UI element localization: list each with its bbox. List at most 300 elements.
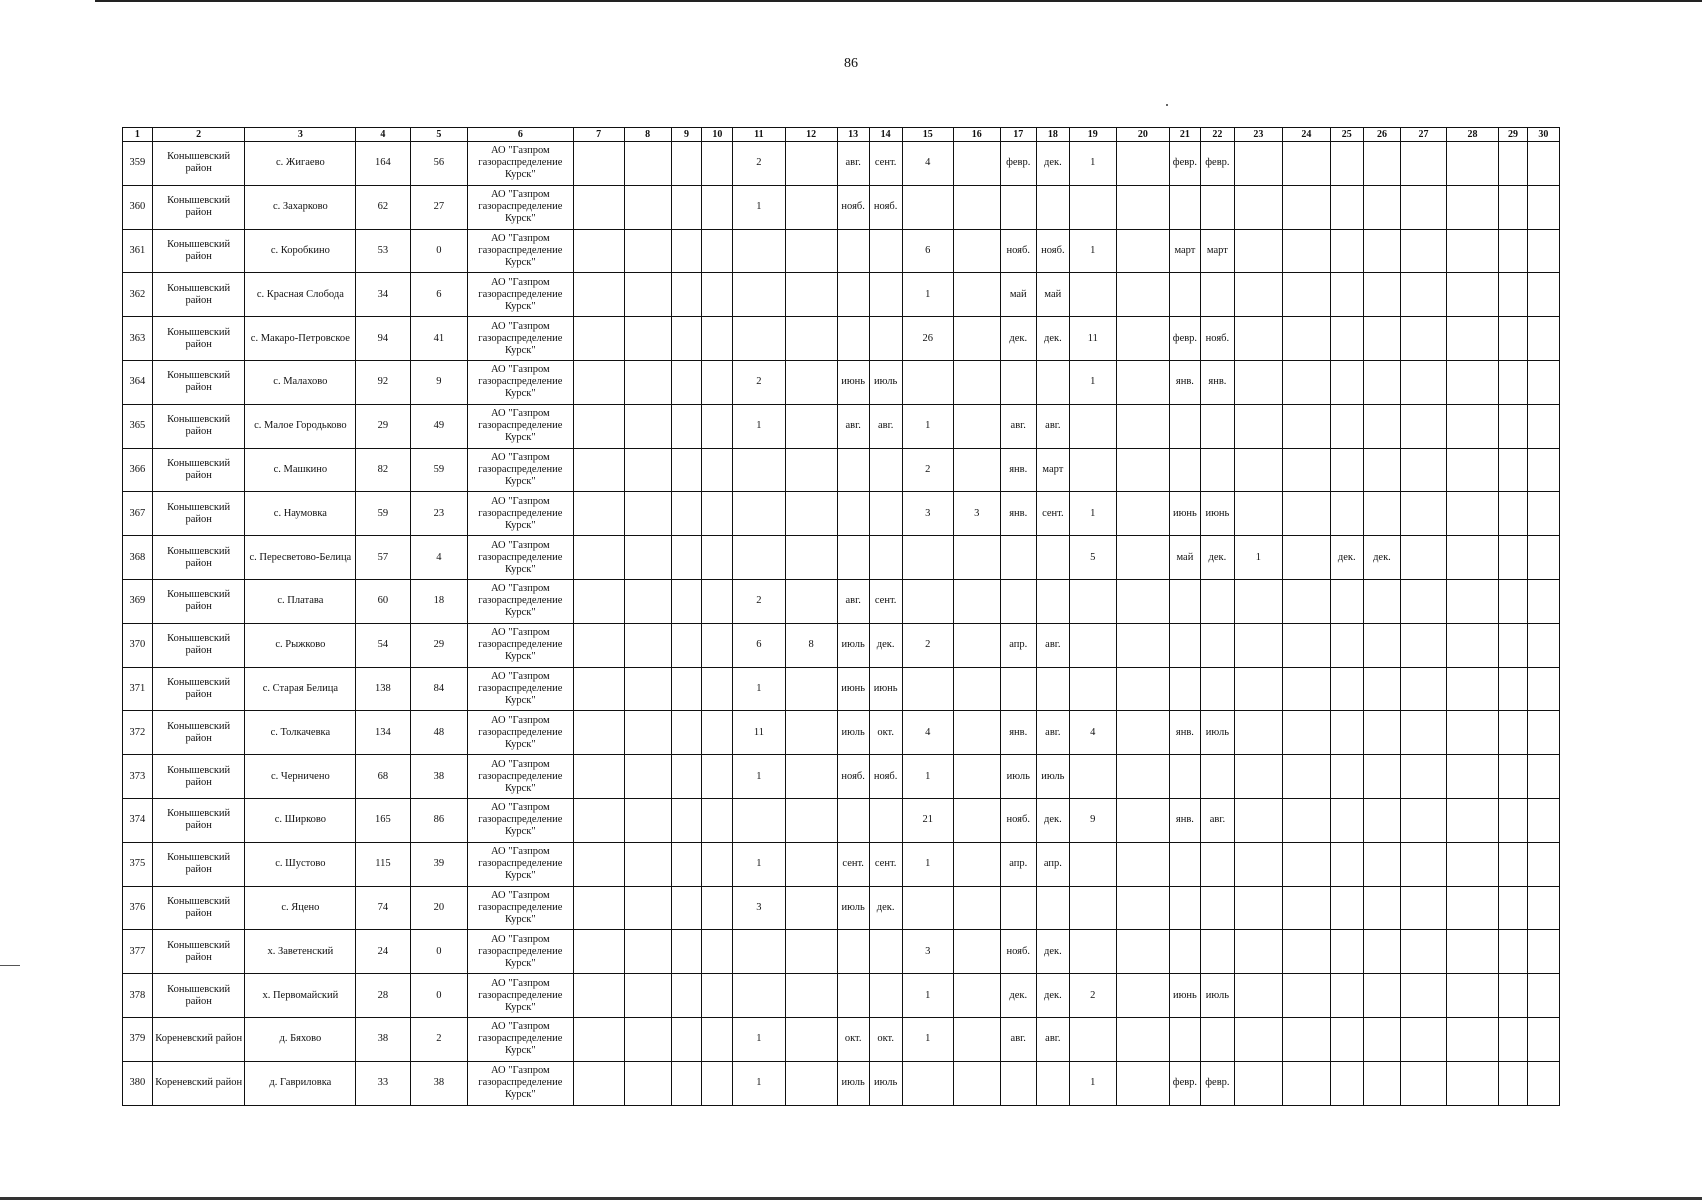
- cell-col-21: [1169, 842, 1200, 886]
- cell-col-9: [671, 930, 702, 974]
- cell-col-16: [953, 755, 1000, 799]
- cell-col-7: [573, 842, 624, 886]
- cell-col-11: 1: [733, 1017, 785, 1061]
- cell-col-13: июль: [837, 711, 869, 755]
- table-row: [123, 536, 1560, 580]
- cell-col-22: [1200, 930, 1234, 974]
- cell-col-13: июль: [837, 886, 869, 930]
- cell-col-23: [1234, 142, 1282, 186]
- cell-col-9: [671, 755, 702, 799]
- cell-col-21: [1169, 886, 1200, 930]
- cell-col-5: 0: [410, 229, 468, 273]
- cell-col-7: [573, 667, 624, 711]
- cell-col-7: [573, 185, 624, 229]
- cell-col-13: [837, 273, 869, 317]
- cell-col-7: [573, 1017, 624, 1061]
- cell-col-17: авг.: [1000, 404, 1036, 448]
- cell-col-24: [1282, 842, 1330, 886]
- cell-col-2: Конышевский район: [152, 448, 245, 492]
- cell-col-2: Конышевский район: [152, 142, 245, 186]
- cell-col-2: Конышевский район: [152, 536, 245, 580]
- cell-col-14: сент.: [869, 142, 902, 186]
- column-header-16: 16: [953, 128, 1000, 142]
- cell-col-6: АО "Газпром газораспределение Курск": [468, 404, 573, 448]
- table-row: [123, 492, 1560, 536]
- cell-col-27: [1401, 536, 1447, 580]
- cell-col-15: [902, 360, 953, 404]
- cell-col-23: [1234, 360, 1282, 404]
- cell-col-13: авг.: [837, 579, 869, 623]
- cell-col-29: [1499, 185, 1528, 229]
- cell-col-22: июль: [1200, 974, 1234, 1018]
- cell-col-30: [1527, 1061, 1559, 1105]
- cell-col-29: [1499, 974, 1528, 1018]
- cell-col-23: [1234, 1061, 1282, 1105]
- cell-col-15: 4: [902, 711, 953, 755]
- cell-col-6: АО "Газпром газораспределение Курск": [468, 317, 573, 361]
- cell-col-12: [785, 798, 837, 842]
- cell-col-26: [1363, 360, 1400, 404]
- cell-col-20: [1116, 1061, 1169, 1105]
- cell-col-1: 377: [123, 930, 153, 974]
- cell-col-22: февр.: [1200, 1061, 1234, 1105]
- cell-col-28: [1446, 623, 1498, 667]
- cell-col-29: [1499, 404, 1528, 448]
- cell-col-3: с. Рыжково: [245, 623, 356, 667]
- cell-col-8: [624, 667, 671, 711]
- cell-col-15: 2: [902, 623, 953, 667]
- cell-col-7: [573, 623, 624, 667]
- cell-col-9: [671, 536, 702, 580]
- cell-col-4: 53: [356, 229, 410, 273]
- cell-col-28: [1446, 448, 1498, 492]
- cell-col-7: [573, 273, 624, 317]
- cell-col-28: [1446, 536, 1498, 580]
- cell-col-11: 1: [733, 404, 785, 448]
- cell-col-23: [1234, 667, 1282, 711]
- cell-col-17: [1000, 1061, 1036, 1105]
- cell-col-21: февр.: [1169, 317, 1200, 361]
- cell-col-14: [869, 448, 902, 492]
- cell-col-20: [1116, 273, 1169, 317]
- cell-col-16: [953, 185, 1000, 229]
- cell-col-15: [902, 1061, 953, 1105]
- cell-col-18: дек.: [1036, 142, 1069, 186]
- cell-col-22: [1200, 579, 1234, 623]
- cell-col-18: дек.: [1036, 974, 1069, 1018]
- cell-col-4: 33: [356, 1061, 410, 1105]
- cell-col-1: 370: [123, 623, 153, 667]
- cell-col-1: 368: [123, 536, 153, 580]
- cell-col-16: [953, 1017, 1000, 1061]
- cell-col-8: [624, 579, 671, 623]
- cell-col-26: [1363, 886, 1400, 930]
- cell-col-20: [1116, 360, 1169, 404]
- cell-col-17: [1000, 536, 1036, 580]
- cell-col-11: 6: [733, 623, 785, 667]
- cell-col-5: 49: [410, 404, 468, 448]
- cell-col-3: с. Ширково: [245, 798, 356, 842]
- column-header-18: 18: [1036, 128, 1069, 142]
- cell-col-27: [1401, 798, 1447, 842]
- column-header-4: 4: [356, 128, 410, 142]
- cell-col-27: [1401, 1061, 1447, 1105]
- cell-col-16: 3: [953, 492, 1000, 536]
- cell-col-16: [953, 448, 1000, 492]
- cell-col-20: [1116, 711, 1169, 755]
- cell-col-22: июнь: [1200, 492, 1234, 536]
- cell-col-7: [573, 579, 624, 623]
- cell-col-18: [1036, 667, 1069, 711]
- header-row: [123, 128, 1560, 142]
- cell-col-20: [1116, 798, 1169, 842]
- cell-col-4: 24: [356, 930, 410, 974]
- cell-col-13: сент.: [837, 842, 869, 886]
- cell-col-28: [1446, 273, 1498, 317]
- cell-col-25: [1330, 142, 1363, 186]
- cell-col-19: 1: [1069, 142, 1116, 186]
- column-header-15: 15: [902, 128, 953, 142]
- cell-col-24: [1282, 930, 1330, 974]
- cell-col-30: [1527, 492, 1559, 536]
- cell-col-18: сент.: [1036, 492, 1069, 536]
- cell-col-28: [1446, 579, 1498, 623]
- cell-col-26: [1363, 930, 1400, 974]
- cell-col-24: [1282, 185, 1330, 229]
- cell-col-20: [1116, 1017, 1169, 1061]
- table-body: [123, 142, 1560, 1106]
- cell-col-29: [1499, 492, 1528, 536]
- cell-col-18: март: [1036, 448, 1069, 492]
- cell-col-7: [573, 229, 624, 273]
- cell-col-27: [1401, 974, 1447, 1018]
- table-row: [123, 360, 1560, 404]
- cell-col-11: 2: [733, 360, 785, 404]
- cell-col-8: [624, 711, 671, 755]
- cell-col-26: [1363, 798, 1400, 842]
- cell-col-21: февр.: [1169, 142, 1200, 186]
- cell-col-28: [1446, 229, 1498, 273]
- column-header-7: 7: [573, 128, 624, 142]
- cell-col-23: [1234, 404, 1282, 448]
- cell-col-2: Конышевский район: [152, 273, 245, 317]
- cell-col-12: [785, 579, 837, 623]
- cell-col-27: [1401, 842, 1447, 886]
- cell-col-29: [1499, 142, 1528, 186]
- cell-col-25: [1330, 317, 1363, 361]
- cell-col-25: [1330, 185, 1363, 229]
- cell-col-3: д. Бяхово: [245, 1017, 356, 1061]
- cell-col-5: 0: [410, 974, 468, 1018]
- cell-col-27: [1401, 492, 1447, 536]
- cell-col-22: [1200, 448, 1234, 492]
- cell-col-15: 1: [902, 974, 953, 1018]
- cell-col-5: 29: [410, 623, 468, 667]
- cell-col-19: [1069, 755, 1116, 799]
- cell-col-19: 1: [1069, 360, 1116, 404]
- column-header-14: 14: [869, 128, 902, 142]
- cell-col-14: июнь: [869, 667, 902, 711]
- cell-col-1: 366: [123, 448, 153, 492]
- cell-col-28: [1446, 404, 1498, 448]
- cell-col-30: [1527, 185, 1559, 229]
- cell-col-8: [624, 492, 671, 536]
- cell-col-25: дек.: [1330, 536, 1363, 580]
- cell-col-29: [1499, 623, 1528, 667]
- cell-col-16: [953, 886, 1000, 930]
- cell-col-29: [1499, 360, 1528, 404]
- cell-col-2: Кореневский район: [152, 1061, 245, 1105]
- cell-col-22: [1200, 667, 1234, 711]
- cell-col-5: 27: [410, 185, 468, 229]
- column-header-9: 9: [671, 128, 702, 142]
- cell-col-15: [902, 579, 953, 623]
- cell-col-25: [1330, 886, 1363, 930]
- cell-col-6: АО "Газпром газораспределение Курск": [468, 667, 573, 711]
- cell-col-10: [702, 623, 733, 667]
- cell-col-10: [702, 711, 733, 755]
- cell-col-4: 60: [356, 579, 410, 623]
- cell-col-25: [1330, 667, 1363, 711]
- cell-col-14: [869, 536, 902, 580]
- table-row: [123, 930, 1560, 974]
- cell-col-13: нояб.: [837, 755, 869, 799]
- cell-col-22: июль: [1200, 711, 1234, 755]
- cell-col-29: [1499, 711, 1528, 755]
- cell-col-16: [953, 317, 1000, 361]
- cell-col-22: авг.: [1200, 798, 1234, 842]
- cell-col-13: [837, 930, 869, 974]
- cell-col-24: [1282, 1017, 1330, 1061]
- cell-col-2: Конышевский район: [152, 360, 245, 404]
- cell-col-14: сент.: [869, 842, 902, 886]
- cell-col-3: с. Малое Городьково: [245, 404, 356, 448]
- cell-col-24: [1282, 317, 1330, 361]
- cell-col-2: Конышевский район: [152, 317, 245, 361]
- cell-col-23: [1234, 185, 1282, 229]
- cell-col-28: [1446, 755, 1498, 799]
- column-header-6: 6: [468, 128, 573, 142]
- cell-col-6: АО "Газпром газораспределение Курск": [468, 886, 573, 930]
- cell-col-24: [1282, 492, 1330, 536]
- cell-col-11: 2: [733, 579, 785, 623]
- cell-col-22: [1200, 273, 1234, 317]
- cell-col-10: [702, 974, 733, 1018]
- cell-col-23: [1234, 886, 1282, 930]
- cell-col-25: [1330, 974, 1363, 1018]
- column-header-28: 28: [1446, 128, 1498, 142]
- cell-col-21: июнь: [1169, 492, 1200, 536]
- cell-col-16: [953, 930, 1000, 974]
- cell-col-2: Конышевский район: [152, 842, 245, 886]
- cell-col-8: [624, 185, 671, 229]
- cell-col-25: [1330, 579, 1363, 623]
- cell-col-20: [1116, 448, 1169, 492]
- cell-col-4: 68: [356, 755, 410, 799]
- cell-col-7: [573, 492, 624, 536]
- cell-col-14: дек.: [869, 886, 902, 930]
- cell-col-2: Конышевский район: [152, 930, 245, 974]
- cell-col-30: [1527, 798, 1559, 842]
- cell-col-30: [1527, 755, 1559, 799]
- cell-col-4: 57: [356, 536, 410, 580]
- cell-col-6: АО "Газпром газораспределение Курск": [468, 930, 573, 974]
- data-table: [122, 127, 1560, 1106]
- cell-col-29: [1499, 1061, 1528, 1105]
- cell-col-5: 18: [410, 579, 468, 623]
- cell-col-24: [1282, 142, 1330, 186]
- cell-col-11: [733, 448, 785, 492]
- cell-col-6: АО "Газпром газораспределение Курск": [468, 142, 573, 186]
- cell-col-2: Конышевский район: [152, 185, 245, 229]
- cell-col-14: нояб.: [869, 185, 902, 229]
- scan-border-top: [95, 0, 1702, 2]
- column-header-27: 27: [1401, 128, 1447, 142]
- cell-col-15: 2: [902, 448, 953, 492]
- cell-col-14: [869, 229, 902, 273]
- cell-col-11: [733, 536, 785, 580]
- column-header-25: 25: [1330, 128, 1363, 142]
- cell-col-24: [1282, 623, 1330, 667]
- cell-col-19: [1069, 623, 1116, 667]
- cell-col-28: [1446, 930, 1498, 974]
- cell-col-10: [702, 579, 733, 623]
- cell-col-29: [1499, 667, 1528, 711]
- cell-col-25: [1330, 623, 1363, 667]
- cell-col-13: авг.: [837, 142, 869, 186]
- cell-col-16: [953, 579, 1000, 623]
- cell-col-4: 29: [356, 404, 410, 448]
- column-header-3: 3: [245, 128, 356, 142]
- cell-col-18: [1036, 185, 1069, 229]
- cell-col-14: [869, 798, 902, 842]
- table-row: [123, 667, 1560, 711]
- cell-col-19: 2: [1069, 974, 1116, 1018]
- cell-col-5: 6: [410, 273, 468, 317]
- cell-col-2: Конышевский район: [152, 711, 245, 755]
- cell-col-10: [702, 404, 733, 448]
- cell-col-30: [1527, 142, 1559, 186]
- cell-col-14: нояб.: [869, 755, 902, 799]
- column-header-1: 1: [123, 128, 153, 142]
- cell-col-20: [1116, 142, 1169, 186]
- cell-col-3: с. Макаро-Петровское: [245, 317, 356, 361]
- cell-col-3: х. Первомайский: [245, 974, 356, 1018]
- cell-col-25: [1330, 798, 1363, 842]
- cell-col-3: с. Черничено: [245, 755, 356, 799]
- cell-col-21: май: [1169, 536, 1200, 580]
- cell-col-8: [624, 886, 671, 930]
- cell-col-13: нояб.: [837, 185, 869, 229]
- cell-col-30: [1527, 448, 1559, 492]
- cell-col-1: 364: [123, 360, 153, 404]
- cell-col-10: [702, 755, 733, 799]
- cell-col-24: [1282, 229, 1330, 273]
- cell-col-15: 1: [902, 273, 953, 317]
- cell-col-16: [953, 711, 1000, 755]
- cell-col-5: 4: [410, 536, 468, 580]
- cell-col-16: [953, 1061, 1000, 1105]
- cell-col-10: [702, 492, 733, 536]
- cell-col-30: [1527, 579, 1559, 623]
- cell-col-30: [1527, 360, 1559, 404]
- cell-col-18: [1036, 579, 1069, 623]
- cell-col-16: [953, 142, 1000, 186]
- cell-col-1: 375: [123, 842, 153, 886]
- cell-col-24: [1282, 711, 1330, 755]
- cell-col-13: [837, 536, 869, 580]
- cell-col-19: 11: [1069, 317, 1116, 361]
- cell-col-21: март: [1169, 229, 1200, 273]
- cell-col-17: нояб.: [1000, 229, 1036, 273]
- cell-col-5: 9: [410, 360, 468, 404]
- cell-col-18: [1036, 886, 1069, 930]
- cell-col-21: [1169, 667, 1200, 711]
- cell-col-3: с. Малахово: [245, 360, 356, 404]
- cell-col-20: [1116, 492, 1169, 536]
- scan-mark-left: [0, 965, 20, 966]
- cell-col-9: [671, 974, 702, 1018]
- cell-col-26: [1363, 974, 1400, 1018]
- table-row: [123, 273, 1560, 317]
- cell-col-3: с. Коробкино: [245, 229, 356, 273]
- cell-col-30: [1527, 974, 1559, 1018]
- cell-col-17: [1000, 667, 1036, 711]
- cell-col-9: [671, 886, 702, 930]
- cell-col-15: 1: [902, 842, 953, 886]
- cell-col-14: сент.: [869, 579, 902, 623]
- cell-col-18: апр.: [1036, 842, 1069, 886]
- cell-col-28: [1446, 360, 1498, 404]
- cell-col-5: 41: [410, 317, 468, 361]
- cell-col-19: [1069, 1017, 1116, 1061]
- cell-col-13: [837, 317, 869, 361]
- cell-col-9: [671, 667, 702, 711]
- column-header-17: 17: [1000, 128, 1036, 142]
- cell-col-7: [573, 1061, 624, 1105]
- cell-col-29: [1499, 798, 1528, 842]
- cell-col-16: [953, 536, 1000, 580]
- cell-col-6: АО "Газпром газораспределение Курск": [468, 360, 573, 404]
- cell-col-22: [1200, 755, 1234, 799]
- cell-col-17: [1000, 886, 1036, 930]
- column-header-12: 12: [785, 128, 837, 142]
- table-row: [123, 755, 1560, 799]
- cell-col-13: окт.: [837, 1017, 869, 1061]
- cell-col-4: 54: [356, 623, 410, 667]
- cell-col-3: с. Наумовка: [245, 492, 356, 536]
- cell-col-16: [953, 360, 1000, 404]
- table-row: [123, 798, 1560, 842]
- column-header-22: 22: [1200, 128, 1234, 142]
- cell-col-1: 359: [123, 142, 153, 186]
- cell-col-19: 1: [1069, 492, 1116, 536]
- cell-col-26: [1363, 1061, 1400, 1105]
- cell-col-8: [624, 623, 671, 667]
- cell-col-23: [1234, 229, 1282, 273]
- cell-col-23: 1: [1234, 536, 1282, 580]
- cell-col-8: [624, 798, 671, 842]
- cell-col-14: июль: [869, 360, 902, 404]
- cell-col-10: [702, 185, 733, 229]
- cell-col-25: [1330, 755, 1363, 799]
- cell-col-15: [902, 185, 953, 229]
- cell-col-26: [1363, 579, 1400, 623]
- cell-col-29: [1499, 448, 1528, 492]
- cell-col-14: июль: [869, 1061, 902, 1105]
- cell-col-3: с. Шустово: [245, 842, 356, 886]
- cell-col-2: Конышевский район: [152, 886, 245, 930]
